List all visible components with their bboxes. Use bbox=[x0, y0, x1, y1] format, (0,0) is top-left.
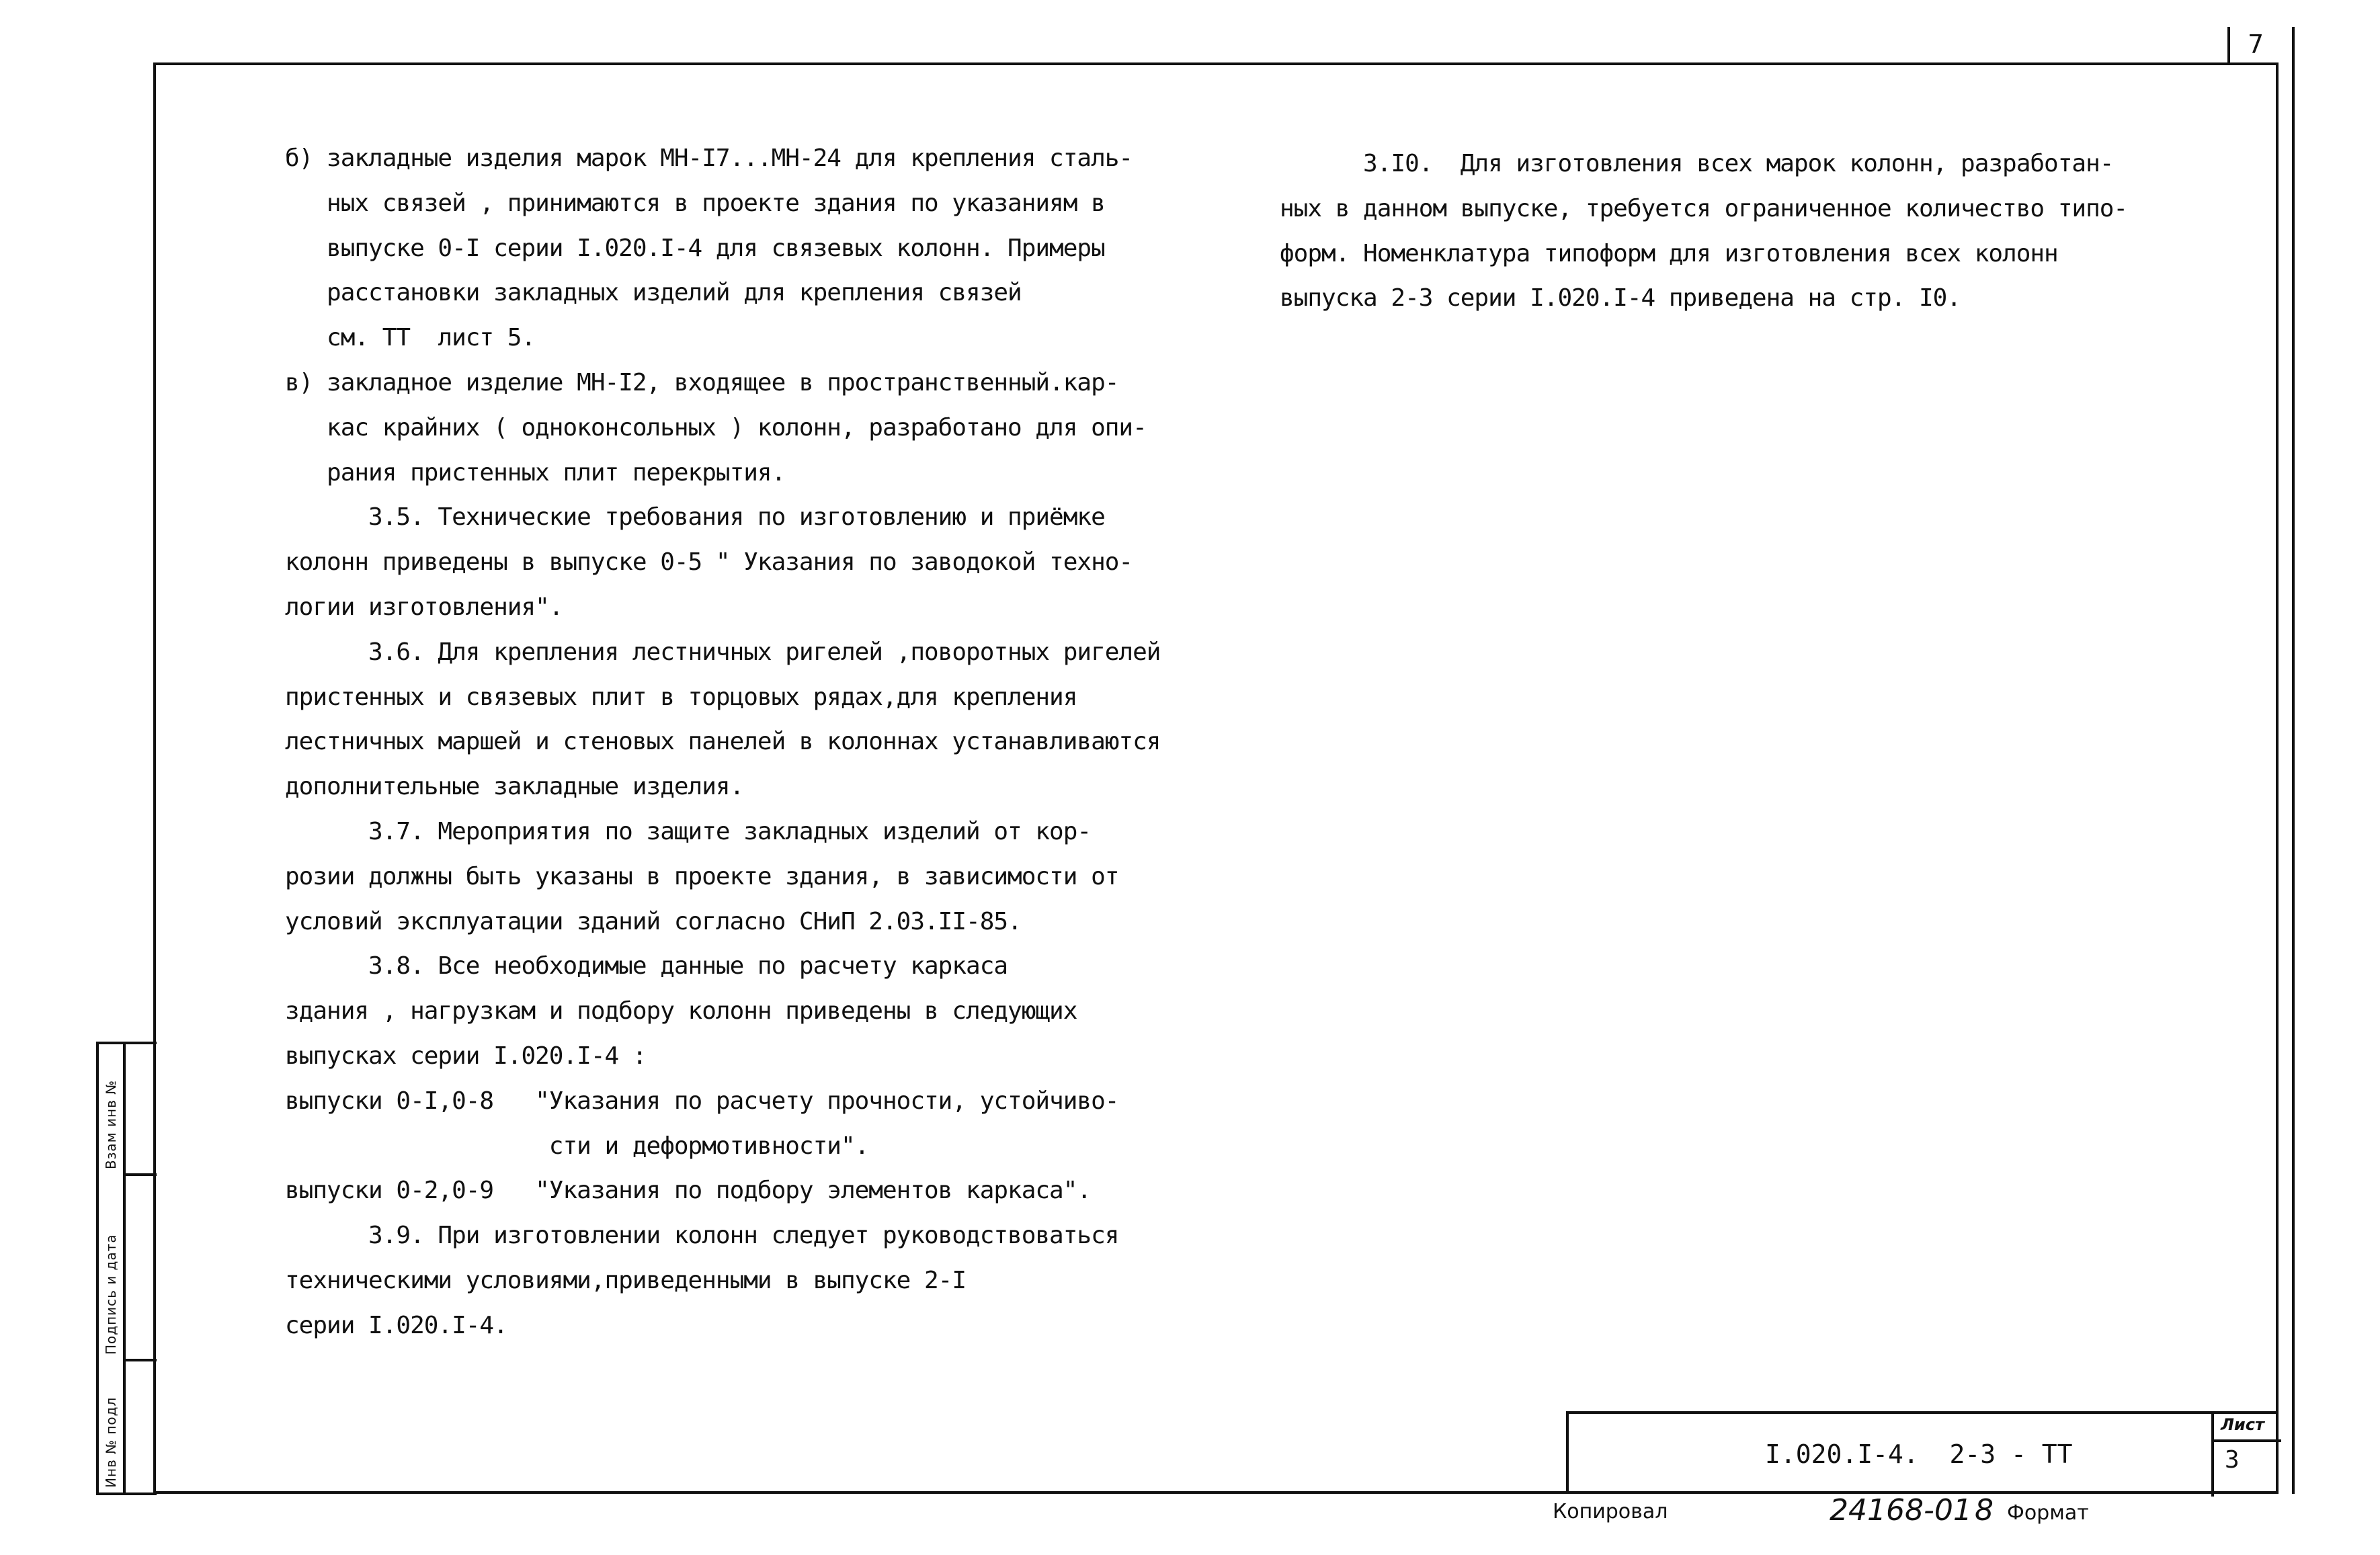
text-line: техническими условиями,приведенными в выпуске 2-I bbox=[285, 1267, 967, 1294]
side-stamp-hline-1 bbox=[123, 1173, 157, 1176]
text-line: ных связей , принимаются в проекте здания по указаниям в bbox=[285, 189, 1105, 217]
text-line: см. ТТ лист 5. bbox=[285, 324, 536, 352]
format-number: 8 bbox=[1975, 1493, 1994, 1527]
vzam-inv-label: Взам инв № bbox=[103, 1079, 119, 1169]
text-line: выпусках серии I.020.I-4 : bbox=[285, 1042, 647, 1070]
side-stamp-divider bbox=[123, 1044, 126, 1493]
text-line: колонн приведены в выпуске 0-5 " Указания по заводокой техно- bbox=[285, 548, 1133, 577]
text-line: лестничных маршей и стеновых панелей в колоннах устанавливаются bbox=[285, 728, 1161, 756]
copied-label: Копировал bbox=[1553, 1500, 1668, 1523]
text-line: ных в данном выпуске, требуется ограниченное количество типо- bbox=[1280, 194, 2128, 222]
side-stamp bbox=[96, 1042, 157, 1495]
title-block bbox=[1566, 1411, 2279, 1494]
text-line: б) закладные изделия марок МН-I7...МН-24 для крепления сталь- bbox=[285, 144, 1133, 172]
top-page-number: 7 bbox=[2248, 30, 2264, 59]
side-stamp-hline-2 bbox=[123, 1359, 157, 1361]
format-label: Формат bbox=[2007, 1501, 2089, 1525]
text-line: кас крайних ( одноконсольных ) колонн, разработано для опи- bbox=[285, 413, 1147, 442]
inv-podl-label: Инв № подл bbox=[103, 1396, 119, 1488]
sheet-cell-divider bbox=[2214, 1439, 2281, 1442]
text-line: серии I.020.I-4. bbox=[285, 1311, 507, 1339]
podpis-data-label: Подпись и дата bbox=[103, 1234, 119, 1355]
text-line: сти и деформотивности". bbox=[285, 1132, 869, 1160]
text-line: розии должны быть указаны в проекте здания, в зависимости от bbox=[285, 862, 1119, 890]
text-line: 3.5. Технические требования по изготовлению и приёмке bbox=[285, 503, 1105, 532]
text-line: выпуске 0-I серии I.020.I-4 для связевых колонн. Примеры bbox=[285, 234, 1105, 262]
top-page-number-box bbox=[2227, 27, 2279, 64]
text-line: дополнительные закладные изделия. bbox=[285, 773, 744, 801]
text-line: 3.6. Для крепления лестничных ригелей ,поворотных ригелей bbox=[285, 638, 1161, 666]
text-line: условий эксплуатации зданий согласно СНиП 2.03.II-85. bbox=[285, 907, 1022, 935]
text-line: расстановки закладных изделий для крепления связей bbox=[285, 279, 1022, 307]
sheet-label: Лист bbox=[2221, 1415, 2264, 1434]
right-edge-line bbox=[2292, 27, 2295, 1494]
sheet-number: 3 bbox=[2225, 1446, 2240, 1474]
text-line: рания пристенных плит перекрытия. bbox=[285, 458, 786, 487]
text-line: 3.9. При изготовлении колонн следует руководствоваться bbox=[285, 1222, 1119, 1250]
text-line: форм. Номенклатура типоформ для изготовления всех колонн bbox=[1280, 239, 2058, 267]
document-code: I.020.I-4. 2-3 - ТТ bbox=[1765, 1439, 2073, 1469]
handwritten-number: 24168-01 bbox=[1830, 1493, 1972, 1527]
sheet-cell bbox=[2211, 1411, 2281, 1497]
text-line: выпуски 0-I,0-8 "Указания по расчету прочности, устойчиво- bbox=[285, 1087, 1119, 1115]
text-line: логии изготовления". bbox=[285, 593, 563, 621]
text-line: пристенных и связевых плит в торцовых рядах,для крепления bbox=[285, 683, 1077, 711]
text-line: выпуска 2-3 серии I.020.I-4 приведена на стр. I0. bbox=[1280, 284, 1961, 312]
text-line: в) закладное изделие МН-I2, входящее в пространственный.кар- bbox=[285, 369, 1119, 396]
text-line: здания , нагрузкам и подбору колонн приведены в следующих bbox=[285, 997, 1077, 1025]
text-line: 3.7. Мероприятия по защите закладных изделий от кор- bbox=[285, 818, 1092, 845]
text-line: 3.8. Все необходимые данные по расчету каркаса bbox=[285, 952, 1008, 980]
text-line: выпуски 0-2,0-9 "Указания по подбору элементов каркаса". bbox=[285, 1177, 1092, 1205]
text-line: 3.I0. Для изготовления всех марок колонн, разработан- bbox=[1280, 150, 2114, 177]
